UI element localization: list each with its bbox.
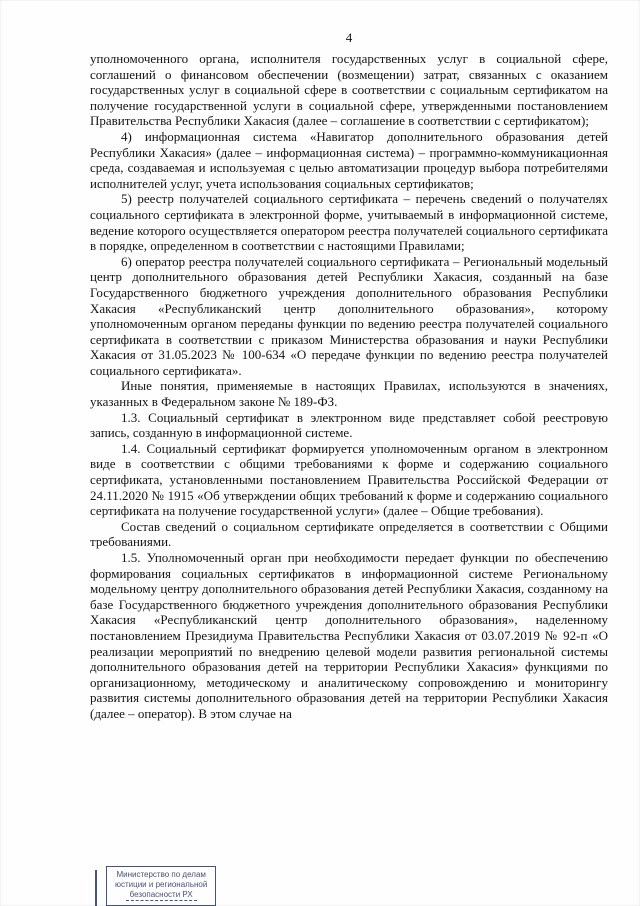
paragraph-item-4: 4) информационная система «Навигатор дополнительного образования детей Республики Хакасия» (далее – информационная система) – программно-коммуникационная среда, создаваемая и используемая с целью автоматизации процедур выбора потребителями исполнителей услуг, учета использования социальных сертификатов;	[90, 128, 608, 191]
stamp-box	[106, 866, 216, 906]
document-body	[90, 51, 608, 722]
paragraph-1-4: 1.4. Социальный сертификат формируется уполномоченным органом в электронном виде в соответствии с общими требованиями к форме и содержанию социального сертификата, установленными постановлением Правительства Российской Федерации от 24.11.2020 № 1915 «Об утверждении общих требований к форме и содержанию социального сертификата на получение государственной услуги» (далее – Общие требования).	[90, 440, 608, 519]
paragraph-other-terms: Иные понятия, применяемые в настоящих Правилах, используются в значениях, указанных в Федеральном законе № 189-ФЗ.	[90, 378, 608, 410]
stamp-text-line-1: Министерство по делам	[116, 870, 206, 879]
stamp-text-line-3	[115, 890, 207, 901]
paragraph-1-5: 1.5. Уполномоченный орган при необходимости передает функции по обеспечению формирования социальных сертификатов в информационной системе Региональному модельному центру дополнительного образования детей Республики Хакасия, созданному на базе Государственного бюджетного учреждения дополнительного образования Республики Хакасия «Республиканский центр дополнительного образования», наделенному постановлением Президиума Правительства Республики Хакасия от 03.07.2019 № 92-п «О реализации мероприятий по внедрению целевой модели развития региональной системы дополнительного образования детей на территории Республики Хакасия» функциями по организационному, методическому и аналитическому сопровождению и мониторингу развития системы дополнительного образования детей на территории Республики Хакасия (далее – оператор). В этом случае на	[90, 550, 608, 721]
paragraph-continuation: уполномоченного органа, исполнителя государственных услуг в социальной сфере, соглашений о финансовом обеспечении (возмещении) затрат, связанных с оказанием государственных услуг в социальной сфере в соответствии с социальным сертификатом на получение государственной услуги в социальной сфере, утвержденными постановлением Правительства Республики Хакасия (далее – соглашение в соответствии с сертификатом);	[90, 51, 608, 129]
paragraph-item-5: 5) реестр получателей социального сертификата – перечень сведений о получателях социального сертификата в электронной форме, учитываемый в информационной системе, ведение которого осуществляется оператором реестра получателей социального сертификата в порядке, определенном в соответствии с настоящими Правилами;	[90, 191, 608, 254]
stamp-left-line	[95, 870, 97, 906]
registration-stamp	[95, 866, 216, 906]
page-number: 4	[345, 30, 353, 45]
stamp-text-line-2: юстиции и региональной	[115, 880, 208, 889]
stamp-text-line-3-text: безопасности РХ	[126, 890, 197, 901]
paragraph-item-6: 6) оператор реестра получателей социального сертификата – Региональный модельный центр дополнительного образования детей Республики Хакасия, созданный на базе Государственного бюджетного учреждения дополнительного образования Республики Хакасия «Республиканский центр дополнительного образования», которому уполномоченным органом переданы функции по ведению реестра получателей социального сертификата в соответствии с приказом Министерства образования и науки Республики Хакасия от 31.05.2023 № 100-634 «О передаче функции по ведению реестра получателей социального сертификата».	[90, 253, 608, 378]
paragraph-composition: Состав сведений о социальном сертификате определяется в соответствии с Общими требованиями.	[90, 518, 608, 550]
paragraph-1-3: 1.3. Социальный сертификат в электронном виде представляет собой реестровую запись, созданную в информационной системе.	[90, 409, 608, 441]
